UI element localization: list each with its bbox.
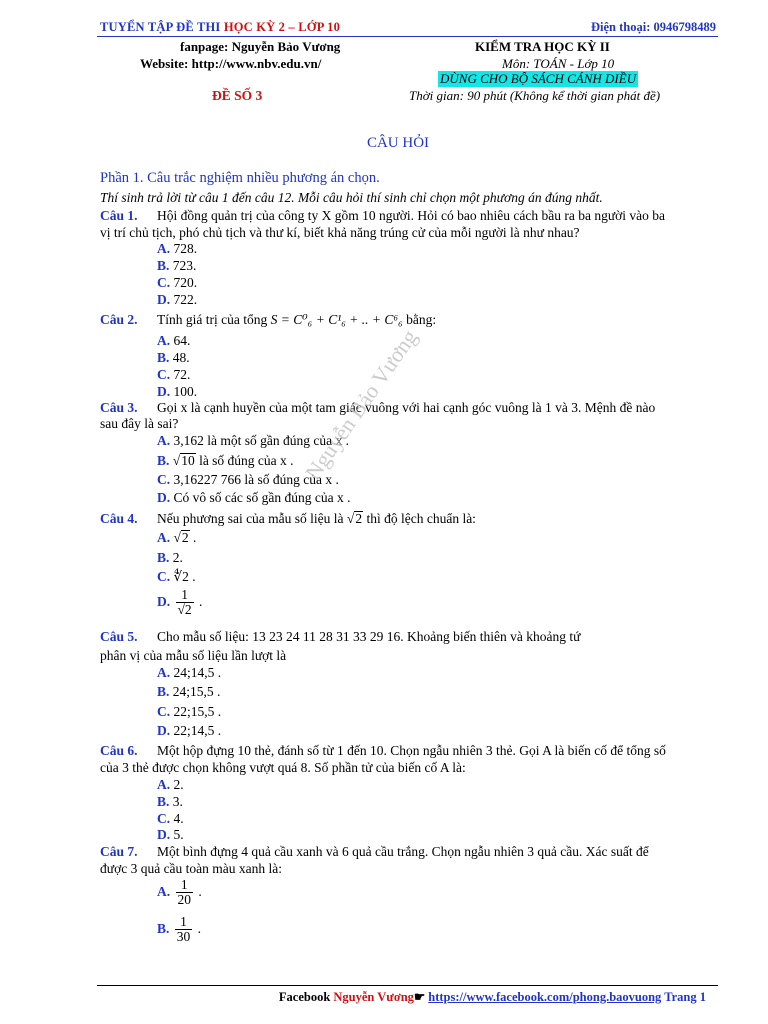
q1-option-a[interactable]: A. 728.: [157, 241, 198, 256]
q5-option-d[interactable]: D. 22;14,5 .: [157, 723, 222, 738]
q1-line1: Hội đồng quản trị của công ty X gồm 10 người. Hỏi có bao nhiêu cách bầu ra ba người vào ba: [157, 208, 666, 223]
q4-option-b[interactable]: B. 2.: [157, 550, 183, 565]
footer-divider: [97, 985, 718, 986]
q5-label: Câu 5.: [100, 629, 138, 644]
series-title: TUYỂN TẬP ĐỀ THI HỌC KỲ 2 – LỚP 10: [100, 20, 341, 34]
q2-option-c[interactable]: C. 72.: [157, 367, 191, 382]
facebook-link[interactable]: https://www.facebook.com/phong.baovuong: [428, 990, 662, 1004]
q4-option-a[interactable]: A. √2 .: [157, 530, 197, 545]
fanpage-label: fanpage: Nguyễn Bảo Vương: [180, 39, 341, 54]
q4-label: Câu 4.: [100, 511, 138, 526]
watermark: Nguyễn Bảo Vương: [300, 324, 423, 485]
q6-option-a[interactable]: A. 2.: [157, 777, 184, 792]
q2-option-b[interactable]: B. 48.: [157, 350, 190, 365]
page-number: Trang 1: [661, 990, 706, 1004]
q5-line2: phân vị của mẫu số liệu lần lượt là: [100, 648, 287, 663]
subject-label: Môn: TOÁN - Lớp 10: [502, 56, 615, 71]
q6-option-c[interactable]: C. 4.: [157, 811, 184, 826]
q5-option-b[interactable]: B. 24;15,5 .: [157, 684, 221, 699]
q1-line2: vị trí chủ tịch, phó chủ tịch và thư kí, biết khả năng trúng cử của mỗi người là như nhau?: [100, 225, 580, 240]
q2-text: Tính giá trị của tổng S = C⁰₆ + C¹₆ + .. + C⁶₆ bằng:: [157, 312, 437, 327]
q3-option-d[interactable]: D. Có vô số các số gần đúng của x .: [157, 490, 351, 505]
q4-option-d[interactable]: D. $\frac{1}{√2}$ .: [157, 587, 203, 618]
part1-title: Phần 1. Câu trắc nghiệm nhiều phương án chọn.: [100, 170, 380, 186]
de-so-label: ĐỀ SỐ 3: [212, 88, 263, 103]
book-label: DÙNG CHO BỘ SÁCH CÁNH DIỀU: [440, 71, 637, 86]
header-divider: [97, 36, 718, 37]
time-label: Thời gian: 90 phút (Không kể thời gian phát đề): [409, 88, 661, 103]
q7-option-b[interactable]: B. $\frac{1}{30}$ .: [157, 914, 202, 945]
q6-option-b[interactable]: B. 3.: [157, 794, 183, 809]
page-heading: CÂU HỎI: [366, 135, 430, 151]
q4-text: Nếu phương sai của mẫu số liệu là √2 thì độ lệch chuẩn là:: [157, 511, 476, 526]
q7-line1: Một bình đựng 4 quả cầu xanh và 6 quả cầu trắng. Chọn ngẫu nhiên 3 quả cầu. Xác suất để: [157, 844, 649, 859]
q1-option-b[interactable]: B. 723.: [157, 258, 197, 273]
q1-label: Câu 1.: [100, 208, 138, 223]
part1-instructions: Thí sinh trả lời từ câu 1 đến câu 12. Mỗi câu hỏi thí sinh chỉ chọn một phương án đúng nhất.: [100, 190, 603, 205]
footer: Facebook Nguyễn Vương☛ https://www.facebook.com/phong.baovuong Trang 1: [278, 990, 706, 1004]
q3-option-b[interactable]: B. √10 là số đúng của x .: [157, 453, 294, 468]
q1-option-d[interactable]: D. 722.: [157, 292, 198, 307]
q6-label: Câu 6.: [100, 743, 138, 758]
q5-option-a[interactable]: A. 24;14,5 .: [157, 665, 222, 680]
q7-option-a[interactable]: A. $\frac{1}{20}$ .: [157, 877, 202, 908]
q7-label: Câu 7.: [100, 844, 138, 859]
phone-number: Điện thoại: 0946798489: [591, 20, 716, 34]
q5-line1: Cho mẫu số liệu: 13 23 24 11 28 31 33 29 16. Khoảng biến thiên và khoảng tứ: [157, 629, 581, 644]
q2-option-a[interactable]: A. 64.: [157, 333, 191, 348]
website-label[interactable]: Website: http://www.nbv.edu.vn/: [140, 56, 322, 71]
pointing-hand-icon: ☛: [413, 990, 429, 1004]
q2-option-d[interactable]: D. 100.: [157, 384, 198, 399]
q2-formula: S = C⁰₆ + C¹₆ + .. + C⁶₆: [270, 312, 403, 327]
q6-option-d[interactable]: D. 5.: [157, 827, 184, 842]
q3-label: Câu 3.: [100, 400, 138, 415]
q1-option-c[interactable]: C. 720.: [157, 275, 198, 290]
q4-option-c[interactable]: C. ∜2 .: [157, 569, 196, 584]
q3-option-c[interactable]: C. 3,16227 766 là số đúng của x .: [157, 472, 339, 487]
q2-label: Câu 2.: [100, 312, 138, 327]
q3-line1: Gọi x là cạnh huyền của một tam giác vuông với hai cạnh góc vuông là 1 và 3. Mệnh đề nào: [157, 400, 656, 415]
q6-line2: của 3 thẻ được chọn không vượt quá 8. Số phần tử của biến cố A là:: [100, 760, 466, 775]
q6-line1: Một hộp đựng 10 thẻ, đánh số từ 1 đến 10. Chọn ngẫu nhiên 3 thẻ. Gọi A là biến cố để tổng số: [157, 743, 666, 758]
q7-line2: được 3 quả cầu toàn màu xanh là:: [100, 861, 283, 876]
exam-title: KIỂM TRA HỌC KỲ II: [475, 39, 610, 54]
q3-option-a[interactable]: A. 3,162 là một số gần đúng của x .: [157, 433, 349, 448]
q3-line2: sau đây là sai?: [100, 416, 179, 431]
q5-option-c[interactable]: C. 22;15,5 .: [157, 704, 222, 719]
